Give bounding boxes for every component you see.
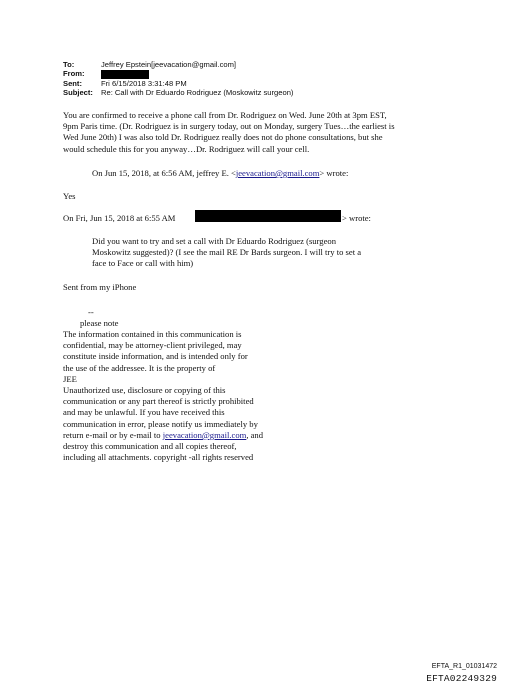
quoted-line: Did you want to try and set a call with Dr Eduardo Rodriguez (surgeon xyxy=(92,236,336,246)
quote1-suffix: > wrote: xyxy=(319,168,349,178)
quote-header-2 xyxy=(63,213,175,224)
header-to-row xyxy=(63,60,236,69)
reply-yes: Yes xyxy=(63,191,76,201)
paragraph-line: Wed June 20th) I was also told Dr. Rodriguez really does not do phone consultations, but she xyxy=(63,132,383,143)
header-sent-row xyxy=(63,79,187,88)
sent-label: Sent: xyxy=(63,79,82,88)
quoted-message xyxy=(92,236,452,270)
to-value: Jeffrey Epstein[jeevacation@gmail.com] xyxy=(101,60,237,69)
sent-from-iphone: Sent from my iPhone xyxy=(63,282,137,292)
disclaimer-line: Unauthorized use, disclosure or copying of this xyxy=(63,385,226,396)
header-from-row xyxy=(63,69,149,79)
disclaimer-line: and may be unlawful. If you have received this xyxy=(63,407,225,418)
disclaimer-email-link[interactable]: jeevacation@gmail.com xyxy=(162,429,247,440)
disclaimer-line: JEE xyxy=(63,373,77,384)
please-note: please note xyxy=(80,318,119,328)
to-label: To: xyxy=(63,60,75,69)
disclaimer-line: communication or any part thereof is strictly prohibited xyxy=(63,396,254,407)
quote1-prefix: On Jun 15, 2018, at 6:56 AM, jeffrey E. < xyxy=(92,168,236,178)
sender-redaction xyxy=(195,210,341,222)
disclaimer xyxy=(63,329,363,463)
email-link[interactable]: jeevacation@gmail.com xyxy=(235,168,320,178)
quoted-line: Moskowitz suggested)? (I see the mail RE Dr Bards surgeon. I will try to set a xyxy=(92,247,362,258)
bates-id-2: EFTA02249329 xyxy=(426,673,497,684)
disclaimer-line xyxy=(63,430,363,441)
sent-value: Fri 6/15/2018 3:31:48 PM xyxy=(101,79,187,88)
bates-id-1: EFTA_R1_01031472 xyxy=(431,663,497,670)
quoted-line: face to Face or call with him) xyxy=(92,258,194,269)
disclaimer-line: destroy this communication and all copies thereof, xyxy=(63,441,237,452)
from-redaction xyxy=(101,70,149,79)
message-paragraph xyxy=(63,110,463,155)
disclaimer-line: confidential, may be attorney-client privileged, may xyxy=(63,340,242,351)
quote-header-1 xyxy=(92,168,348,179)
disclaimer-line: including all attachments. copyright -all rights reserved xyxy=(63,452,254,463)
signature-dashes: -- xyxy=(88,307,94,317)
disclaimer-line: the use of the addressee. It is the property of xyxy=(63,362,216,373)
disclaimer-line: communication in error, please notify us immediately by xyxy=(63,418,258,429)
paragraph-line: You are confirmed to receive a phone call from Dr. Rodriguez on Wed. June 20th at 3pm EST, xyxy=(63,110,387,120)
quote2-suffix: > wrote: xyxy=(342,213,371,223)
disclaimer-line10-suffix: , and xyxy=(246,429,264,440)
disclaimer-line: constitute inside information, and is intended only for xyxy=(63,351,248,362)
disclaimer-line: The information contained in this communication is xyxy=(63,329,242,339)
from-label: From: xyxy=(63,69,85,78)
disclaimer-line10-prefix: return e-mail or by e-mail to xyxy=(63,429,163,440)
subject-value: Re: Call with Dr Eduardo Rodriguez (Moskowitz surgeon) xyxy=(101,88,294,97)
header-subject-row xyxy=(63,88,293,97)
paragraph-line: would schedule this for you anyway…Dr. Rodriguez will call your cell. xyxy=(63,143,310,154)
quote2-prefix: On Fri, Jun 15, 2018 at 6:55 AM xyxy=(63,213,176,223)
paragraph-line: 9pm Paris time. (Dr. Rodriguez is in surgery today, out on Monday, surgery Tues…the earliest is xyxy=(63,121,395,132)
subject-label: Subject: xyxy=(63,88,93,97)
